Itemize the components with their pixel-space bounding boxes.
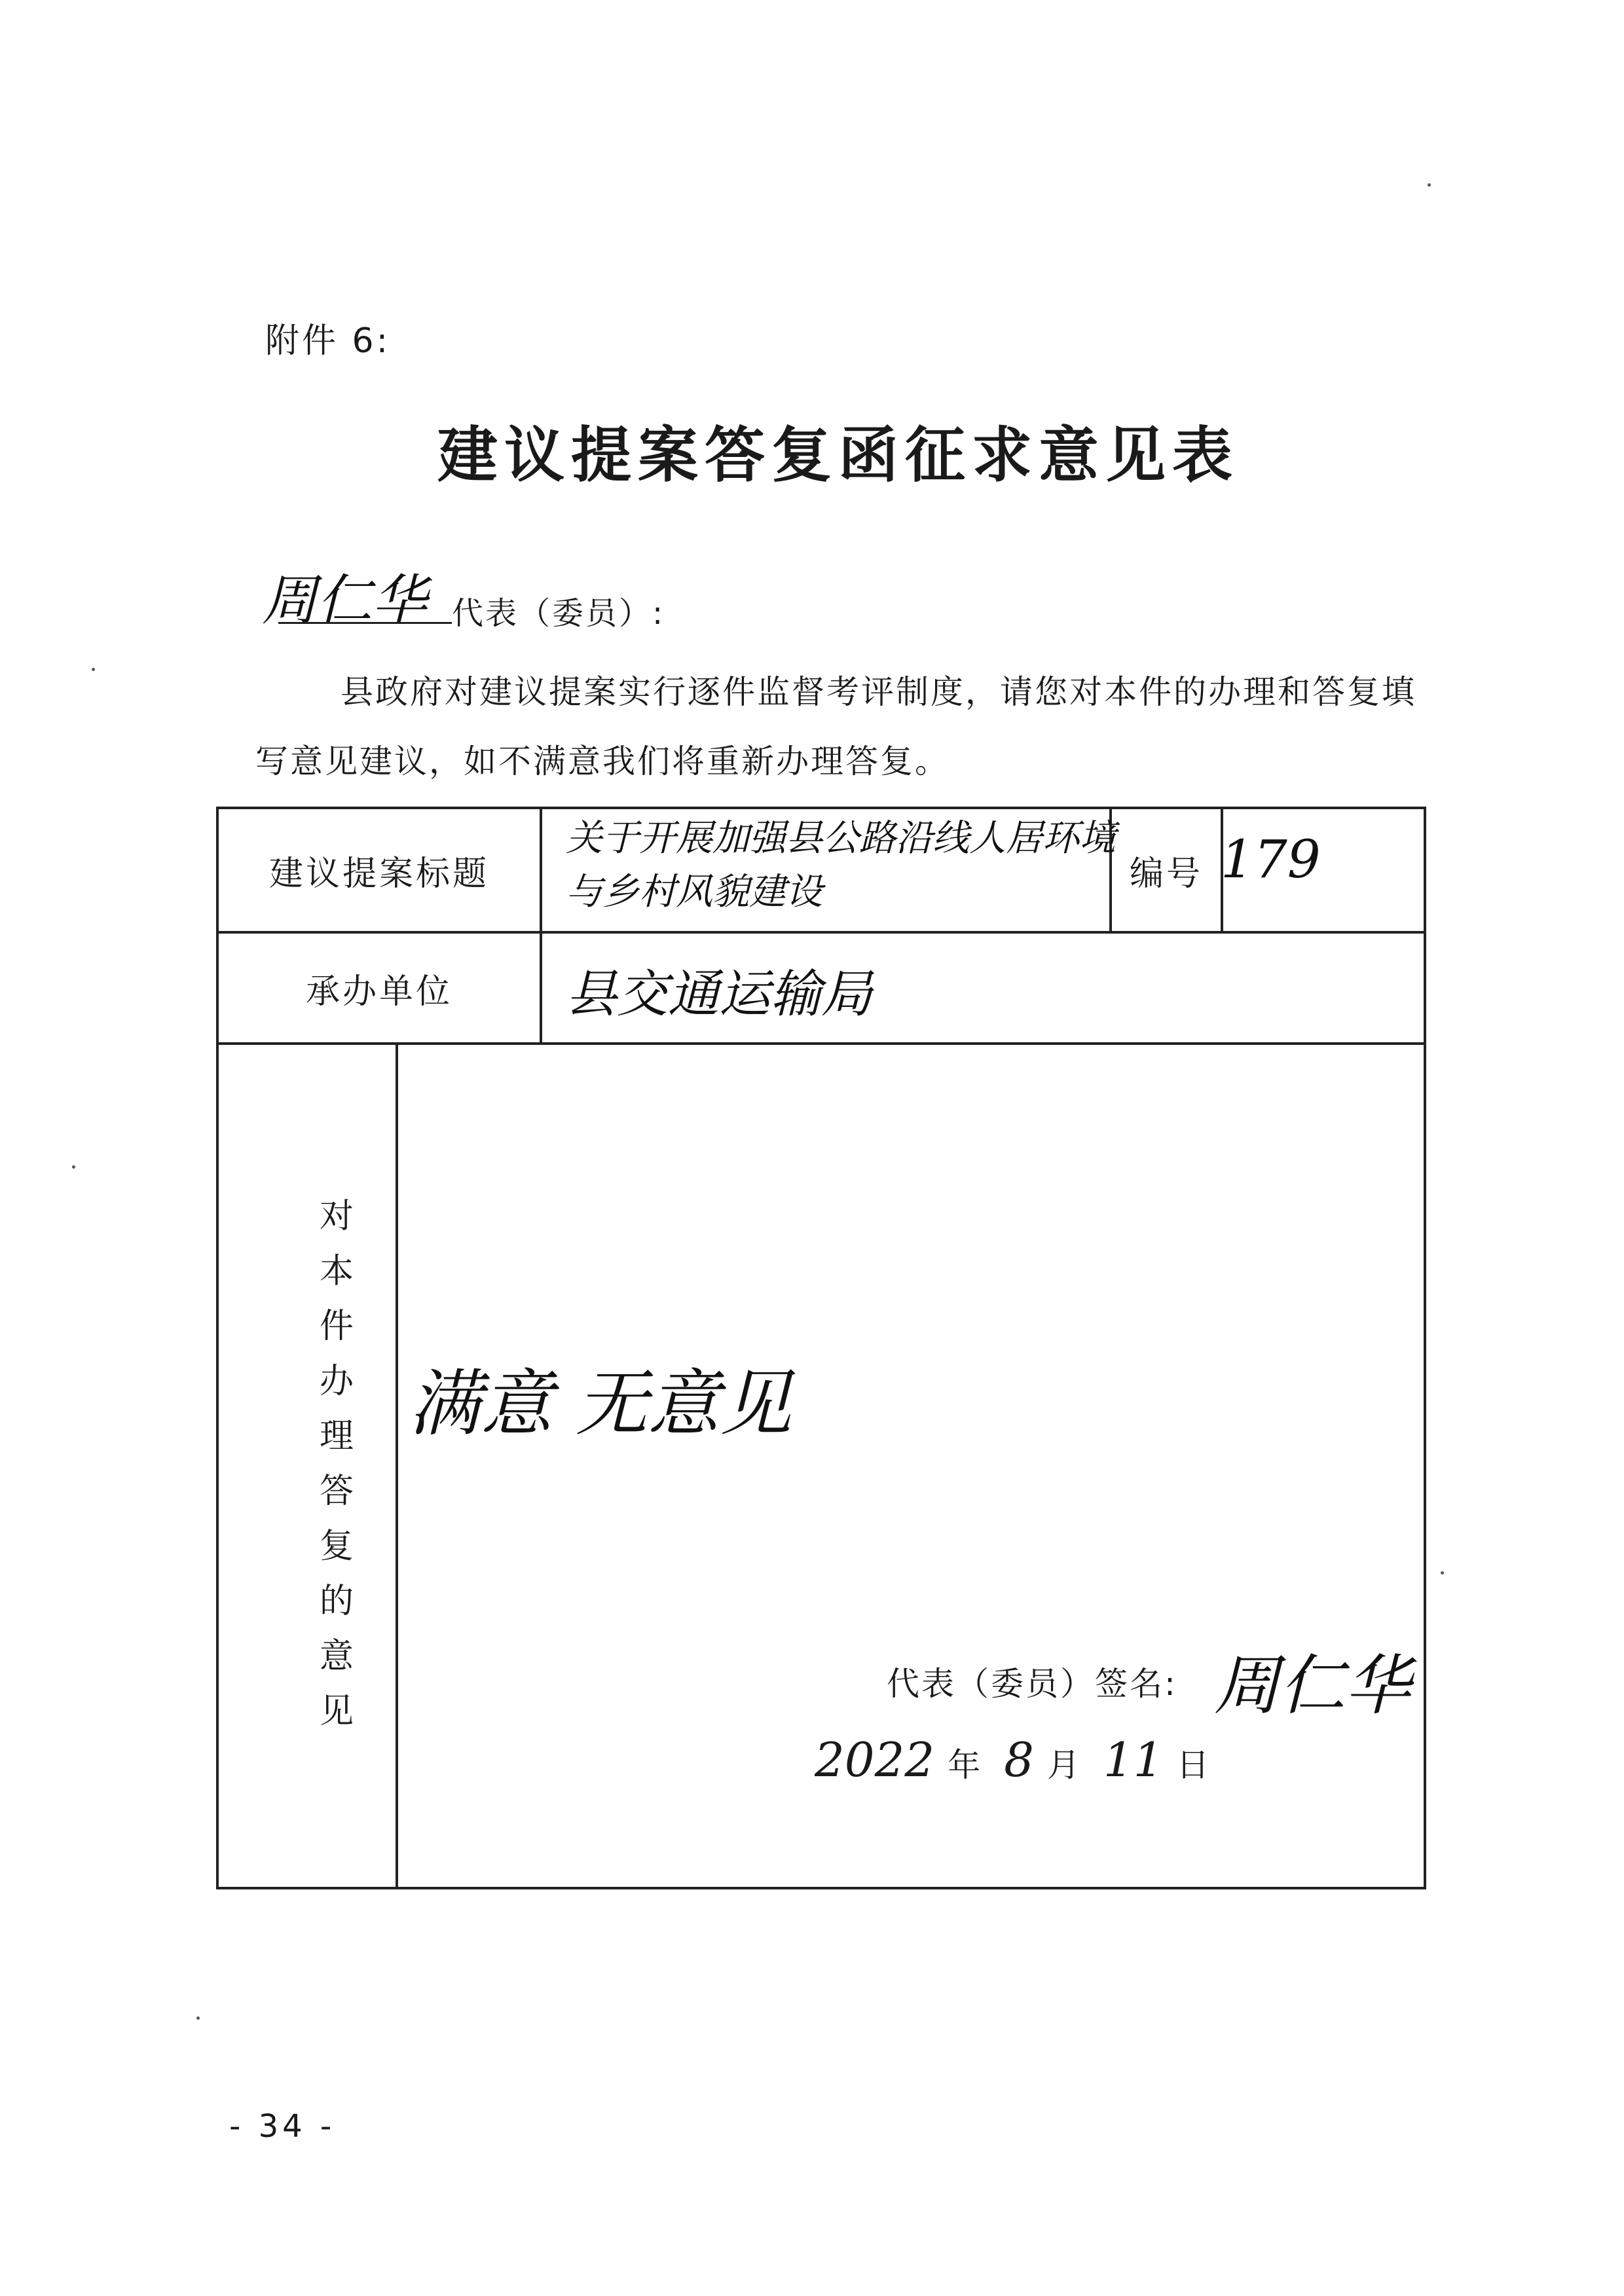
number-label: 编号: [1129, 854, 1203, 894]
page-number: - 34 -: [229, 2108, 336, 2145]
scan-speck: [1428, 183, 1431, 187]
column-divider: [540, 809, 542, 1042]
date-line: [808, 1732, 1215, 1787]
signature-handwritten: 周仁华: [1214, 1647, 1411, 1724]
scan-speck: [196, 2016, 200, 2020]
number-value: 179: [1221, 829, 1321, 890]
proposal-title-label: 建议提案标题: [268, 854, 489, 894]
column-divider: [396, 1042, 398, 1889]
scan-speck: [72, 1165, 75, 1169]
opinion-form-table: [216, 807, 1426, 1889]
attachment-label: 附件 6:: [265, 321, 391, 361]
representative-name-handwritten: 周仁华: [262, 568, 428, 632]
date-month: 8: [1004, 1732, 1034, 1787]
proposal-title-value: 关于开展加强县公路沿线人居环境与乡村风貌建设: [566, 817, 1116, 913]
scan-speck: [92, 668, 95, 671]
opinion-value: 满意 无意见: [409, 1362, 792, 1446]
name-underline: [278, 622, 452, 624]
handling-unit-label: 承办单位: [305, 972, 452, 1011]
date-day: 11: [1103, 1732, 1164, 1787]
date-day-suffix: 日: [1176, 1746, 1209, 1784]
intro-paragraph: 县政府对建议提案实行逐件监督考评制度，请您对本件的办理和答复填写意见建议，如不满意我们将重新办理答复。: [255, 673, 1416, 780]
scan-speck: [1441, 1571, 1444, 1575]
row-divider: [219, 1042, 1424, 1045]
date-year: 2022: [815, 1732, 935, 1787]
handling-unit-value: 县交通运输局: [566, 965, 873, 1024]
date-month-suffix: 月: [1046, 1746, 1080, 1784]
representative-suffix: 代表（委员）:: [452, 595, 665, 632]
date-year-suffix: 年: [948, 1746, 981, 1784]
opinion-label: 对本件办理答复的意见: [319, 1197, 354, 1731]
signature-label: 代表（委员）签名:: [887, 1665, 1177, 1703]
document-title: 建议提案答复函征求意见表: [437, 420, 1239, 490]
